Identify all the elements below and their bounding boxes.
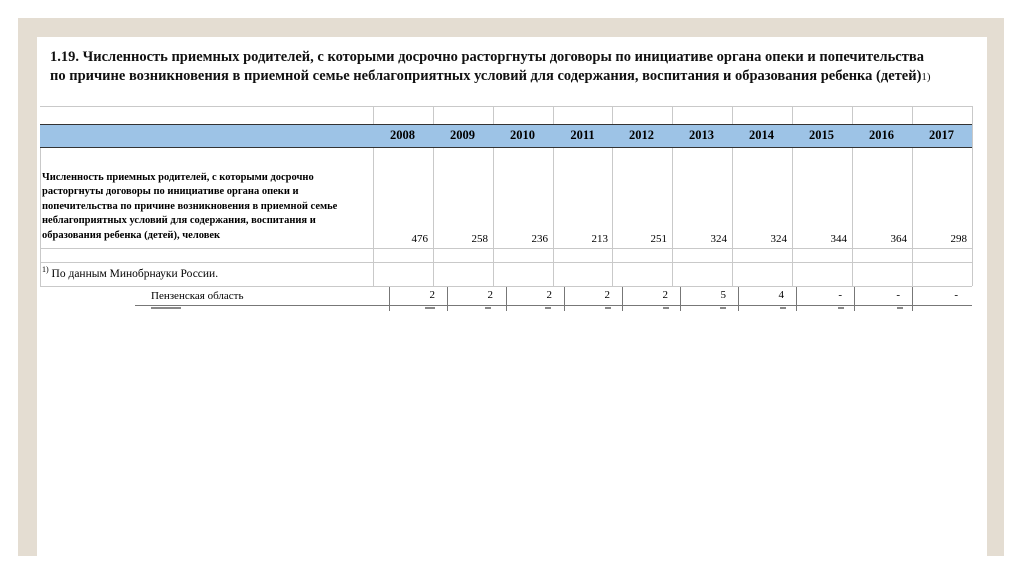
value-cell: 298 <box>950 233 967 245</box>
year-header-cell: 2013 <box>689 128 714 142</box>
overlap-column-divider <box>796 287 797 311</box>
clipped-next-row-mark <box>485 307 491 309</box>
year-header-cell: 2011 <box>570 128 595 142</box>
grid-vline <box>972 106 973 286</box>
table-title <box>50 48 975 87</box>
year-header-cell: 2008 <box>390 128 415 142</box>
overlap-column-divider <box>389 287 390 311</box>
value-cell: 236 <box>531 233 548 245</box>
year-header-cell: 2016 <box>869 128 894 142</box>
overlap-column-divider <box>912 287 913 311</box>
overlap-row-label: Пензенская область <box>151 290 244 302</box>
overlap-value-cell: 2 <box>487 289 493 301</box>
overlap-column-divider <box>622 287 623 311</box>
clipped-next-row-mark <box>605 307 611 309</box>
footnote <box>42 265 218 280</box>
overlap-table-row <box>135 288 972 306</box>
overlap-value-cell: - <box>896 289 900 301</box>
value-cell: 251 <box>650 233 667 245</box>
overlap-value-cell: 4 <box>778 289 784 301</box>
overlap-column-divider <box>680 287 681 311</box>
year-header-cell: 2017 <box>929 128 954 142</box>
clipped-next-row-mark <box>151 307 181 309</box>
clipped-next-row-mark <box>425 307 435 309</box>
title-line-1: 1.19. Численность приемных родителей, с которыми досрочно расторгнуты договоры по инициативе органа опеки и попечительства <box>50 49 924 65</box>
overlap-column-divider <box>738 287 739 311</box>
year-header-cell: 2009 <box>450 128 475 142</box>
clipped-next-row-mark <box>897 307 903 309</box>
value-cell: 324 <box>710 233 727 245</box>
overlap-column-divider <box>854 287 855 311</box>
value-cell: 364 <box>890 233 907 245</box>
overlap-column-divider <box>447 287 448 311</box>
grid-hline <box>40 248 972 249</box>
value-cell: 324 <box>770 233 787 245</box>
overlap-value-cell: 2 <box>604 289 610 301</box>
overlap-value-cell: - <box>838 289 842 301</box>
year-header-cell: 2010 <box>510 128 535 142</box>
overlap-column-divider <box>564 287 565 311</box>
clipped-next-row-mark <box>780 307 786 309</box>
value-cell: 213 <box>591 233 608 245</box>
title-line-2-text: по причине возникновения в приемной семье неблагоприятных условий для содержания, воспитания и образования ребенка (детей) <box>50 68 922 84</box>
grid-hline <box>40 262 972 263</box>
row-label: Численность приемных родителей, с которыми досрочно расторгнуты договоры по инициативе органа опеки и попечительства по причине возникновения в приемной семье неблагоприятных условий для содержания, воспитания и образования ребенка (детей), человек <box>42 172 338 241</box>
clipped-next-row-mark <box>720 307 726 309</box>
overlap-value-cell: - <box>954 289 958 301</box>
overlap-column-divider <box>506 287 507 311</box>
value-cell: 476 <box>411 233 428 245</box>
overlap-value-cell: 2 <box>429 289 435 301</box>
title-line-2 <box>50 67 975 87</box>
footnote-text: По данным Минобрнауки России. <box>51 267 219 280</box>
title-footnote-mark: 1) <box>921 71 931 83</box>
overlap-value-cell: 5 <box>720 289 726 301</box>
value-cell: 344 <box>830 233 847 245</box>
clipped-next-row-mark <box>838 307 844 309</box>
grid-hline <box>40 106 972 107</box>
clipped-next-row-mark <box>663 307 669 309</box>
value-cell: 258 <box>471 233 488 245</box>
overlap-value-cell: 2 <box>662 289 668 301</box>
year-header-cell: 2015 <box>809 128 834 142</box>
overlapping-table-fragment <box>135 287 972 311</box>
overlap-value-cell: 2 <box>546 289 552 301</box>
year-header-cell: 2014 <box>749 128 774 142</box>
clipped-next-row-mark <box>545 307 551 309</box>
footnote-mark: 1) <box>42 265 49 274</box>
year-header-cell: 2012 <box>629 128 654 142</box>
